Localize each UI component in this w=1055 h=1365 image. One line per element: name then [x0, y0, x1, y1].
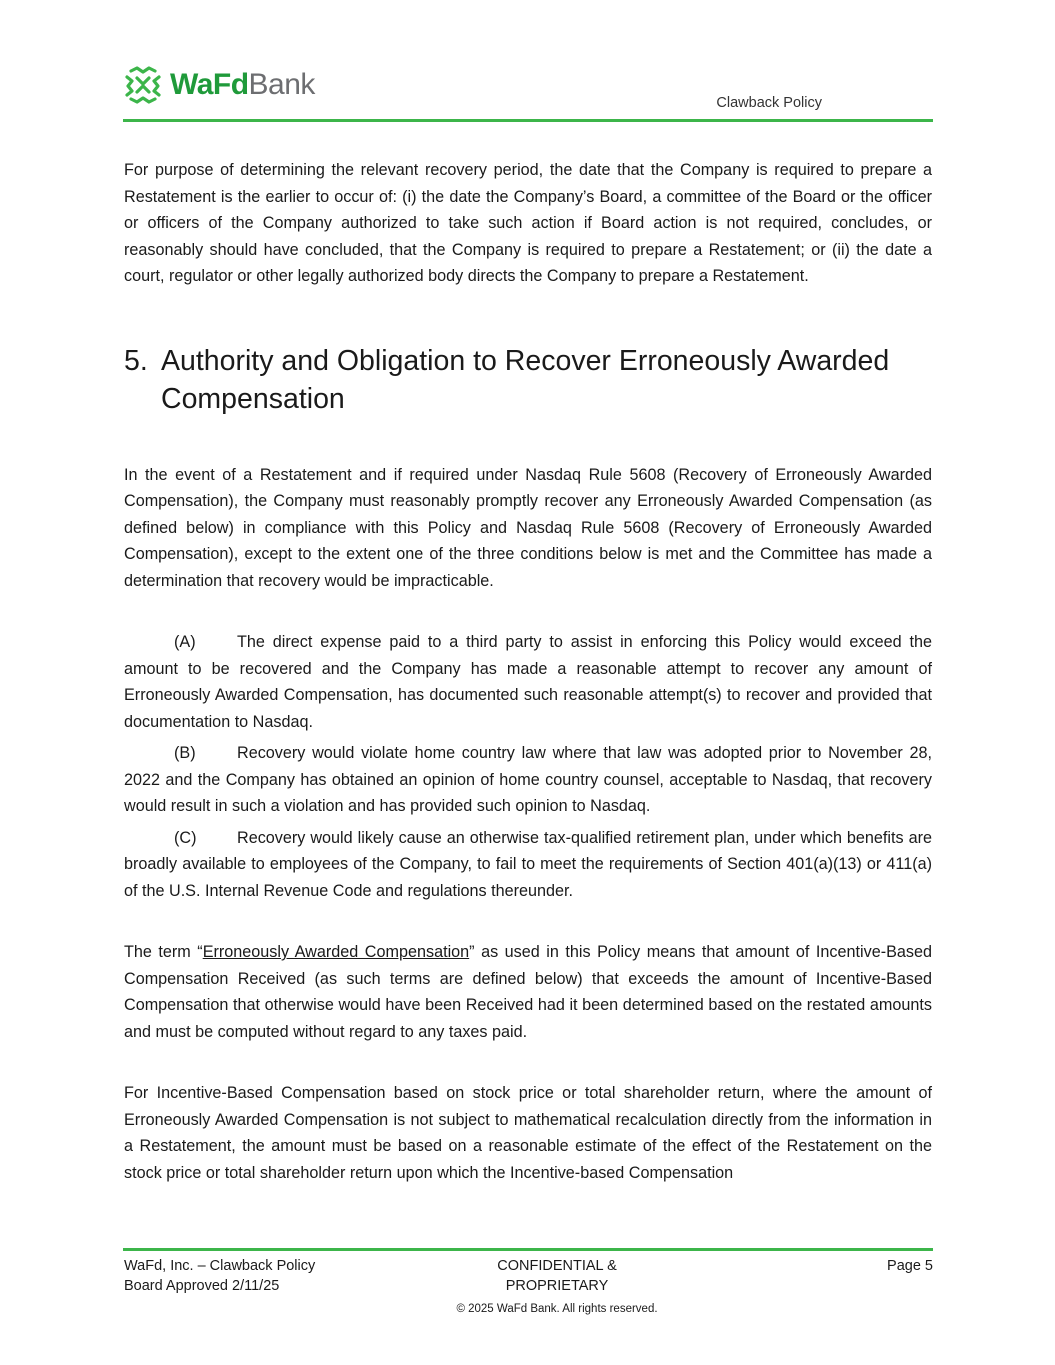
footer-confidential: CONFIDENTIAL & PROPRIETARY [497, 1258, 617, 1294]
wafd-bank-logo [123, 64, 315, 106]
footer-approval-date: Board Approved 2/11/25 [124, 1278, 280, 1294]
brand-name-bold: WaFd [170, 68, 249, 101]
condition-text: Recovery would violate home country law where that law was adopted prior to November 28, 2022 and the Company has obtained an opinion of home country counsel, acceptable to Nasdaq, that recovery would result in such a violation and has provided such opinion to Nasdaq. [124, 744, 932, 815]
section-heading [124, 342, 932, 418]
paragraph-stock-price: For Incentive-Based Compensation based on stock price or total shareholder return, where the amount of Erroneously Awarded Compensation is not subject to mathematical recalculation directly from the information in a Restatement, the amount must be based on a reasonable estimate of the effect of the Restatement on the stock price or total shareholder return upon which the Incentive-based Compensation [124, 1084, 932, 1182]
page-header [123, 64, 933, 122]
footer-divider [123, 1248, 933, 1251]
section-number: 5. [124, 344, 148, 377]
footer-policy-name: WaFd, Inc. – Clawback Policy [124, 1258, 316, 1274]
paragraph-recovery-period: For purpose of determining the relevant recovery period, the date that the Company is required to prepare a Restatement is the earlier to occur of: (i) the date the Company’s Board, a committee of the Board or the officer or officers of the Company authorized to take such action if Board action is not required, concludes, or reasonably should have concluded, that the Company is required to prepare a Restatement; or (ii) the date a court, regulator or other legally authorized body directs the Company to prepare a Restatement. [124, 161, 932, 285]
wafd-emblem-icon [123, 65, 163, 105]
term-intro: The term “ [124, 943, 203, 961]
brand-name-light: Bank [248, 68, 315, 101]
footer-left [124, 1256, 315, 1296]
header-divider [123, 119, 933, 122]
condition-label: (A) [174, 633, 196, 651]
document-body [124, 157, 932, 1186]
footer-center [448, 1256, 666, 1317]
footer-copyright: © 2025 WaFd Bank. All rights reserved. [456, 1303, 658, 1315]
header-doc-title: Clawback Policy [716, 95, 822, 111]
term-definition: ” as used in this Policy means that amount of Incentive-Based Compensation Received (as such terms are defined below) that exceeds the amount of Incentive-Based Compensation that otherwise would have been Received had it been determined based on the restated amounts and must be computed without regard to any taxes paid. [124, 943, 932, 1041]
condition-item [124, 740, 932, 820]
condition-item [124, 825, 932, 905]
condition-label: (C) [174, 828, 197, 847]
paragraph-restatement-recovery: In the event of a Restatement and if required under Nasdaq Rule 5608 (Recovery of Erroneously Awarded Compensation), the Company must reasonably promptly recover any Erroneously Awarded Compensation (as defined below) in compliance with this Policy and Nasdaq Rule 5608 (Recovery of Erroneously Awarded Compensation), except to the extent one of the three conditions below is met and the Committee has made a determination that recovery would be impracticable. [124, 465, 932, 590]
defined-term: Erroneously Awarded Compensation [202, 943, 470, 961]
brand-name [170, 64, 315, 106]
footer-page-number: Page 5 [887, 1258, 933, 1274]
paragraph-term-definition [124, 939, 932, 1045]
condition-item [124, 629, 932, 735]
condition-text: The direct expense paid to a third party to assist in enforcing this Policy would exceed the amount to be recovered and the Company has made a reasonable attempt to recover any amount of Erroneously Awarded Compensation, has documented such reasonable attempt(s) to recover and provided that documentation to Nasdaq. [124, 633, 932, 731]
section-title: Authority and Obligation to Recover Erroneously Awarded Compensation [161, 344, 890, 415]
condition-label: (B) [174, 744, 196, 762]
condition-text: Recovery would likely cause an otherwise tax-qualified retirement plan, under which benefits are broadly available to employees of the Company, to fail to meet the requirements of Section 401(a)(13) or 411(a) of the U.S. Internal Revenue Code and regulations thereunder. [124, 828, 932, 900]
